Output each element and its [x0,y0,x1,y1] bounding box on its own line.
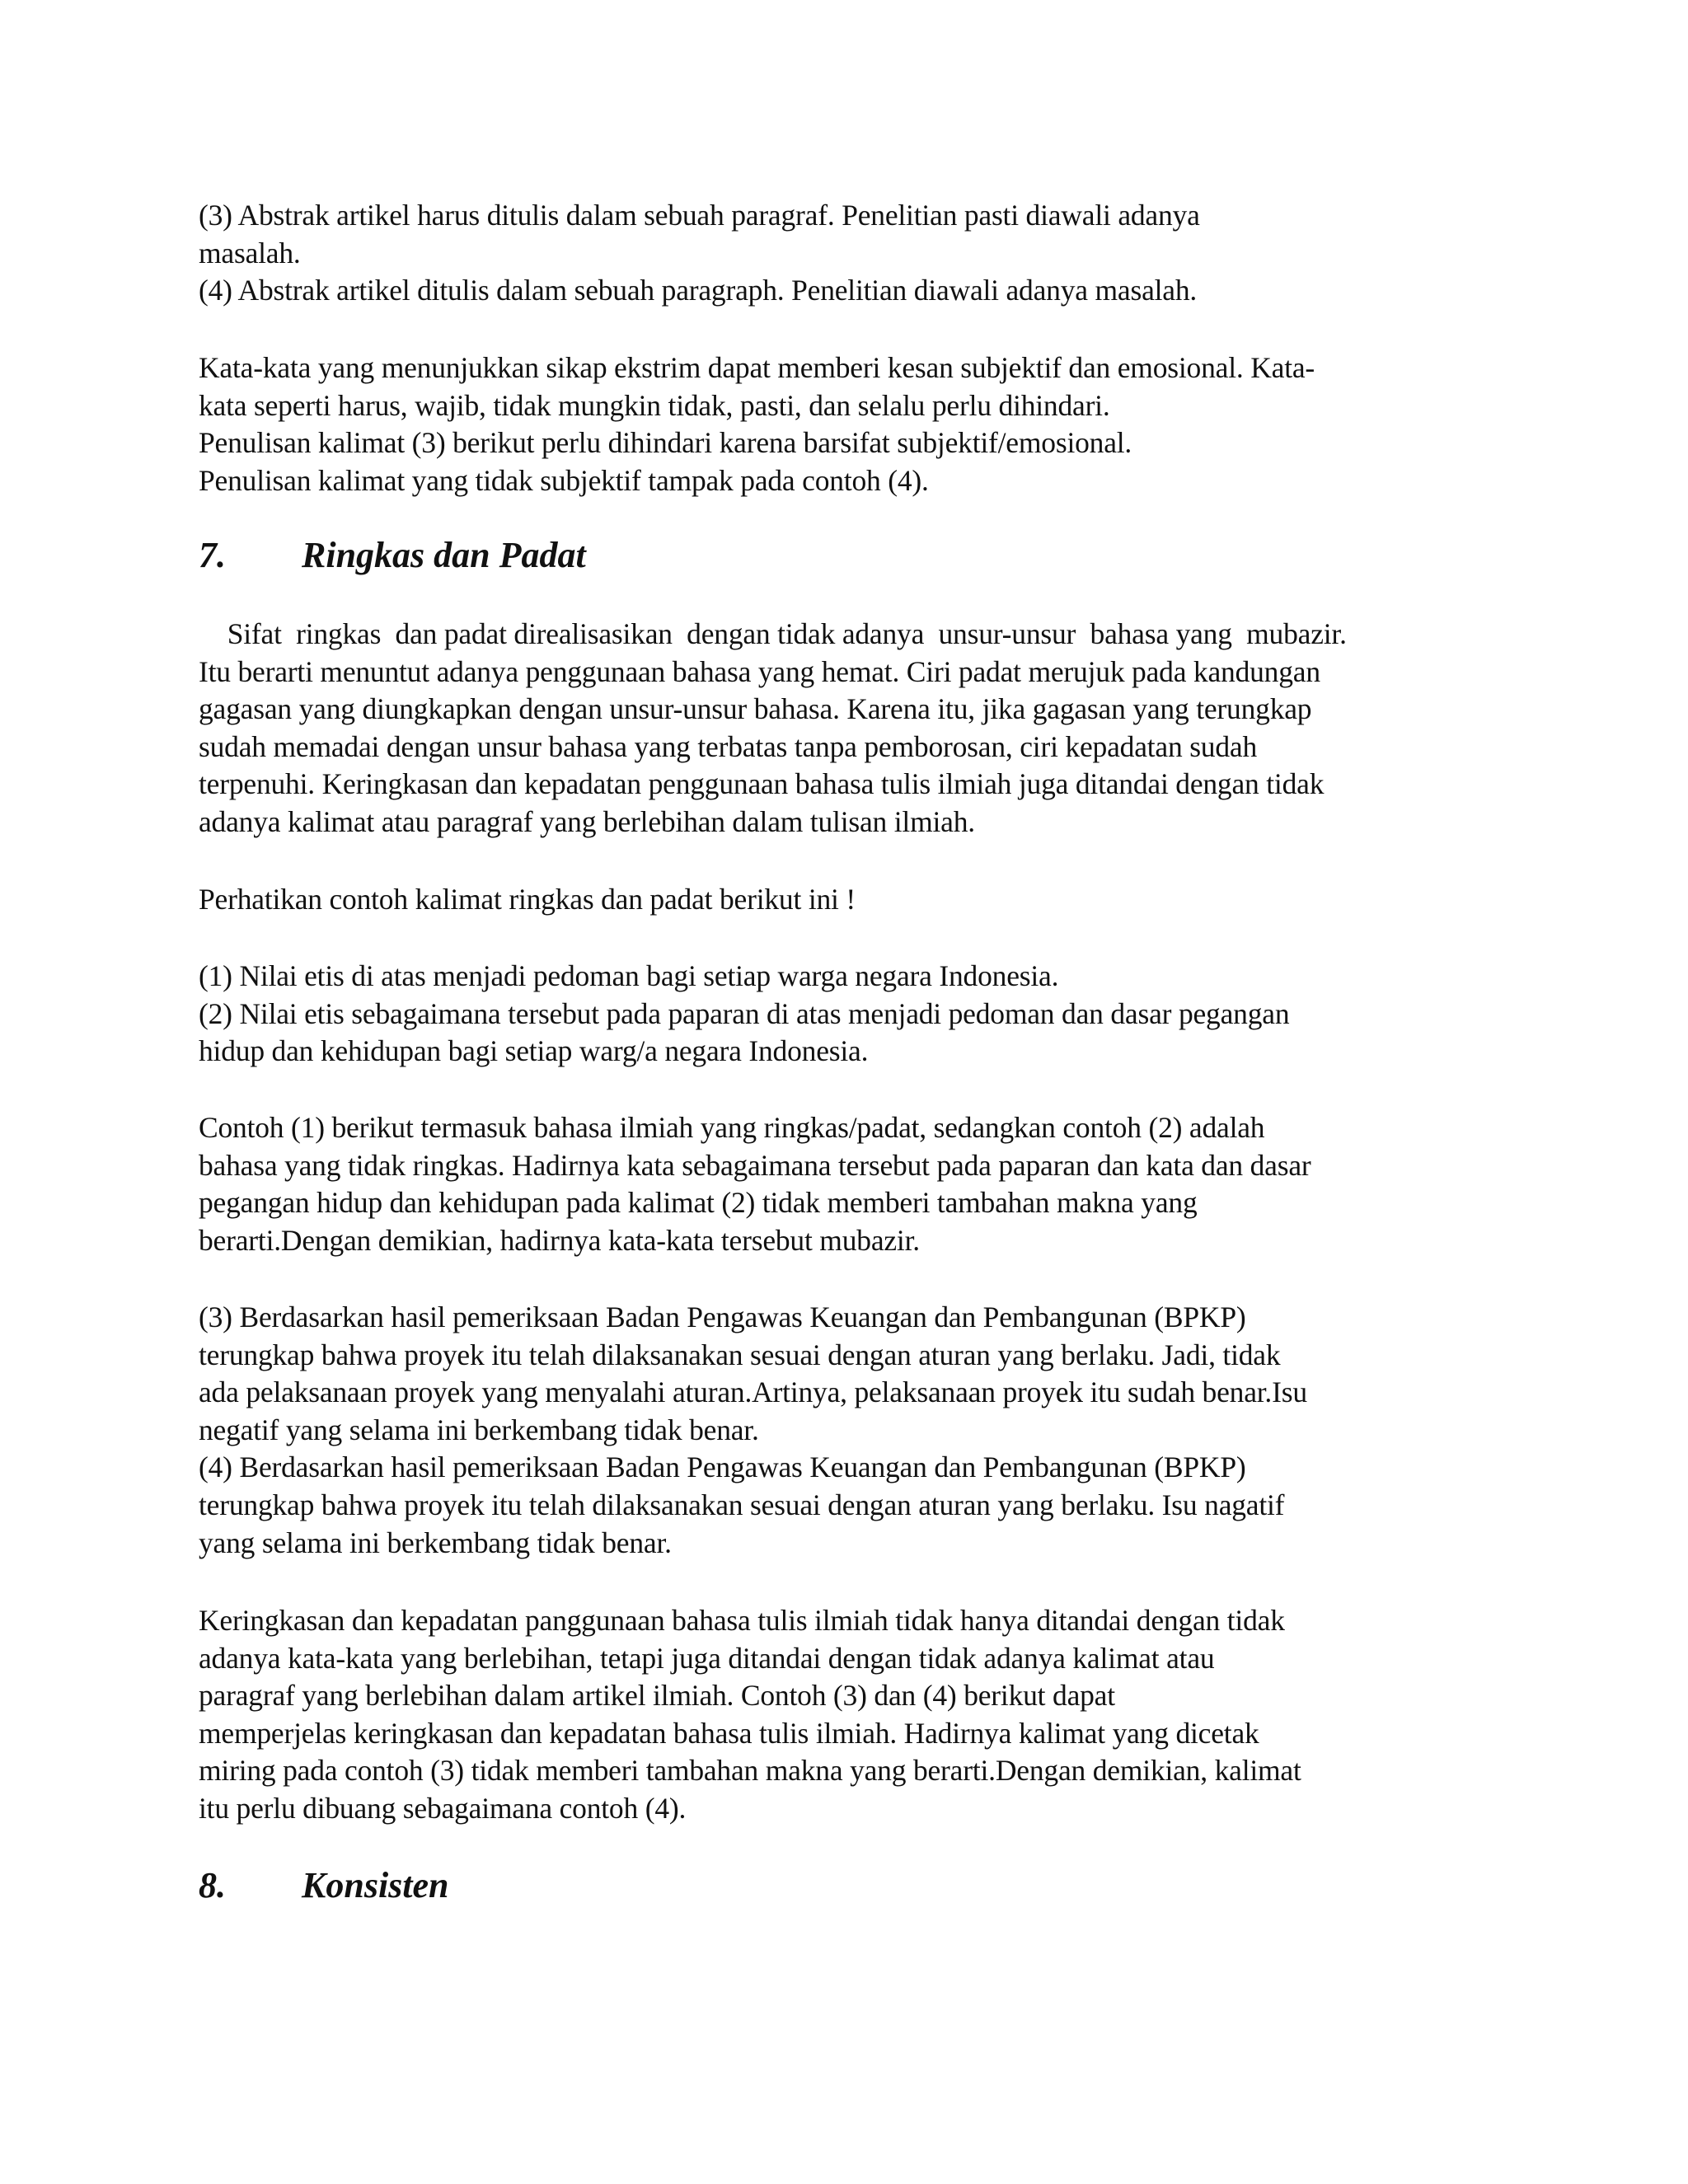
text-line: paragraf yang berlebihan dalam artikel ilmiah. Contoh (3) dan (4) berikut dapat [199,1679,1115,1713]
text-line: yang selama ini berkembang tidak benar. [199,1526,672,1559]
text-line: pegangan hidup dan kehidupan pada kalimat (2) tidak memberi tambahan makna yang [199,1186,1198,1220]
text-line: Kata-kata yang menunjukkan sikap ekstrim dapat memberi kesan subjektif dan emosional. Kata- [199,351,1315,384]
text-line: Contoh (1) berikut termasuk bahasa ilmiah yang ringkas/padat, sedangkan contoh (2) adalah [199,1111,1265,1144]
text-line: Perhatikan contoh kalimat ringkas dan padat berikut ini ! [199,883,856,916]
paragraph-ringkas-padat [199,616,1484,841]
section-title: Konsisten [302,1865,449,1905]
text-line: Sifat ringkas dan padat direalisasikan dengan tidak adanya unsur-unsur bahasa yang mubazir. [199,617,1347,650]
section-title: Ringkas dan Padat [302,535,586,575]
section-number: 7. [199,535,226,575]
text-line: memperjelas keringkasan dan kepadatan bahasa tulis ilmiah. Hadirnya kalimat yang dicetak [199,1716,1259,1750]
paragraph-subjective-words [199,349,1484,499]
text-line: adanya kalimat atau paragraf yang berlebihan dalam tulisan ilmiah. [199,804,975,838]
text-line: (3) Abstrak artikel harus ditulis dalam sebuah paragraf. Penelitian pasti diawali adanya [199,199,1200,232]
text-line: adanya kata-kata yang berlebihan, tetapi juga ditandai dengan tidak adanya kalimat atau [199,1641,1215,1675]
text-line: negatif yang selama ini berkembang tidak benar. [199,1413,759,1446]
text-line: Keringkasan dan kepadatan panggunaan bahasa tulis ilmiah tidak hanya ditandai dengan tidak [199,1604,1285,1637]
text-line: miring pada contoh (3) tidak memberi tambahan makna yang berarti.Dengan demikian, kalimat [199,1754,1301,1788]
example-sentences-bpkp [199,1299,1484,1562]
paragraph-contoh-explanation [199,1109,1484,1259]
text-line: terungkap bahwa proyek itu telah dilaksanakan sesuai dengan aturan yang berlaku. Isu nagatif [199,1488,1285,1521]
paragraph-perhatikan [199,881,1484,919]
text-line: berarti.Dengan demikian, hadirnya kata-kata tersebut mubazir. [199,1223,920,1257]
section-heading-8 [199,1864,449,1907]
text-line: Penulisan kalimat yang tidak subjektif tampak pada contoh (4). [199,463,929,497]
text-line: (4) Berdasarkan hasil pemeriksaan Badan Pengawas Keuangan dan Pembangunan (BPKP) [199,1451,1246,1484]
text-line: bahasa yang tidak ringkas. Hadirnya kata sebagaimana tersebut pada paparan dan kata dan dasar [199,1148,1311,1182]
text-line: (2) Nilai etis sebagaimana tersebut pada paparan di atas menjadi pedoman dan dasar pegangan [199,996,1290,1030]
text-line: hidup dan kehidupan bagi setiap warg/a negara Indonesia. [199,1034,869,1068]
text-line: masalah. [199,236,301,269]
text-line: gagasan yang diungkapkan dengan unsur-unsur bahasa. Karena itu, jika gagasan yang terungkap [199,692,1312,726]
section-number: 8. [199,1865,226,1905]
text-line: terpenuhi. Keringkasan dan kepadatan penggunaan bahasa tulis ilmiah juga ditandai dengan tidak [199,767,1325,801]
text-line: (4) Abstrak artikel ditulis dalam sebuah paragraph. Penelitian diawali adanya masalah. [199,274,1198,307]
text-line: itu perlu dibuang sebagaimana contoh (4). [199,1791,687,1825]
example-sentences-1-2 [199,958,1484,1071]
text-line: kata seperti harus, wajib, tidak mungkin tidak, pasti, dan selalu perlu dihindari. [199,388,1110,422]
text-line: sudah memadai dengan unsur bahasa yang terbatas tanpa pemborosan, ciri kepadatan sudah [199,729,1258,763]
section-heading-7 [199,534,586,577]
text-line: Itu berarti menuntut adanya penggunaan bahasa yang hemat. Ciri padat merujuk pada kandungan [199,654,1320,688]
text-line: terungkap bahwa proyek itu telah dilaksanakan sesuai dengan aturan yang berlaku. Jadi, tidak [199,1338,1281,1371]
text-line: Penulisan kalimat (3) berikut perlu dihindari karena barsifat subjektif/emosional. [199,426,1132,460]
text-line: (3) Berdasarkan hasil pemeriksaan Badan Pengawas Keuangan dan Pembangunan (BPKP) [199,1301,1246,1333]
paragraph-keringkasan [199,1602,1484,1828]
text-line: ada pelaksanaan proyek yang menyalahi aturan.Artinya, pelaksanaan proyek itu sudah benar.Isu [199,1376,1307,1409]
text-line: (1) Nilai etis di atas menjadi pedoman bagi setiap warga negara Indonesia. [199,959,1059,992]
example-sentences-3-4 [199,197,1484,310]
